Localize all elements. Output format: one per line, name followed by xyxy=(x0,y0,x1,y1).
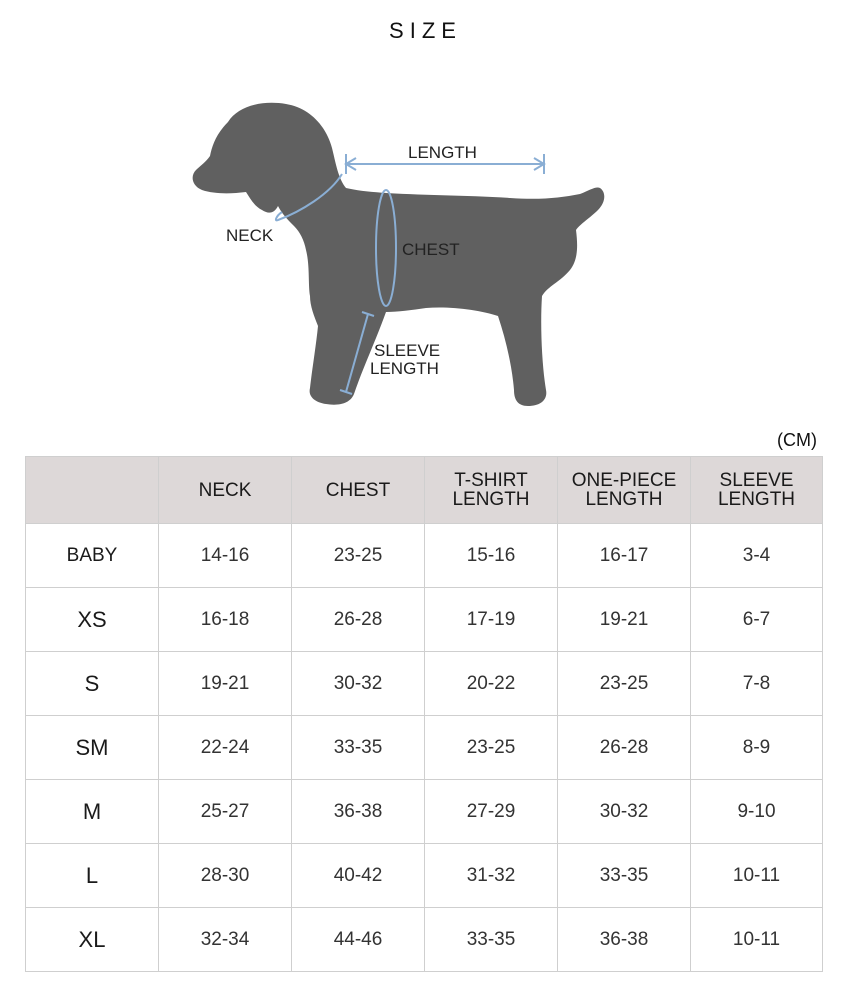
size-cell: M xyxy=(26,780,159,844)
neck-label: NECK xyxy=(226,226,274,245)
measurement-cell: 17-19 xyxy=(425,588,558,652)
header-cell: T-SHIRT LENGTH xyxy=(425,457,558,524)
measurement-cell: 16-18 xyxy=(159,588,292,652)
measurement-cell: 33-35 xyxy=(558,844,691,908)
table-header-row xyxy=(26,457,823,524)
measurement-cell: 8-9 xyxy=(691,716,823,780)
sleeve-label-line2: LENGTH xyxy=(370,359,439,378)
measurement-cell: 22-24 xyxy=(159,716,292,780)
size-cell: XL xyxy=(26,908,159,972)
size-table xyxy=(25,456,823,972)
table-body xyxy=(26,524,823,972)
size-cell: L xyxy=(26,844,159,908)
measurement-cell: 19-21 xyxy=(558,588,691,652)
page-title: SIZE xyxy=(389,18,462,43)
table-row xyxy=(26,780,823,844)
measurement-cell: 26-28 xyxy=(292,588,425,652)
measurement-cell: 20-22 xyxy=(425,652,558,716)
length-label: LENGTH xyxy=(408,143,477,162)
measurement-cell: 10-11 xyxy=(691,844,823,908)
measurement-cell: 23-25 xyxy=(292,524,425,588)
measurement-cell: 3-4 xyxy=(691,524,823,588)
measurement-cell: 27-29 xyxy=(425,780,558,844)
size-cell: XS xyxy=(26,588,159,652)
measurement-cell: 14-16 xyxy=(159,524,292,588)
header-cell: ONE-PIECE LENGTH xyxy=(558,457,691,524)
measurement-cell: 26-28 xyxy=(558,716,691,780)
table-row xyxy=(26,716,823,780)
measurement-cell: 40-42 xyxy=(292,844,425,908)
chest-label: CHEST xyxy=(402,240,460,259)
measurement-cell: 15-16 xyxy=(425,524,558,588)
measurement-cell: 30-32 xyxy=(292,652,425,716)
measurement-cell: 33-35 xyxy=(292,716,425,780)
measurement-cell: 10-11 xyxy=(691,908,823,972)
table-row xyxy=(26,908,823,972)
measurement-cell: 23-25 xyxy=(558,652,691,716)
measurement-cell: 31-32 xyxy=(425,844,558,908)
measurement-cell: 9-10 xyxy=(691,780,823,844)
header-cell: CHEST xyxy=(292,457,425,524)
measurement-cell: 25-27 xyxy=(159,780,292,844)
table-row xyxy=(26,844,823,908)
measurement-cell: 28-30 xyxy=(159,844,292,908)
size-cell: BABY xyxy=(26,524,159,588)
measurement-cell: 30-32 xyxy=(558,780,691,844)
unit-label: (CM) xyxy=(777,430,817,450)
measurement-cell: 44-46 xyxy=(292,908,425,972)
measurement-cell: 16-17 xyxy=(558,524,691,588)
measurement-cell: 32-34 xyxy=(159,908,292,972)
table-row xyxy=(26,588,823,652)
table-row xyxy=(26,524,823,588)
measurement-cell: 36-38 xyxy=(292,780,425,844)
size-cell: SM xyxy=(26,716,159,780)
header-cell-size xyxy=(26,457,159,524)
measurement-cell: 6-7 xyxy=(691,588,823,652)
measurement-cell: 23-25 xyxy=(425,716,558,780)
sleeve-label-line1: SLEEVE xyxy=(374,341,441,360)
measurement-cell: 19-21 xyxy=(159,652,292,716)
table-row xyxy=(26,652,823,716)
dog-measurement-diagram xyxy=(150,90,670,420)
measurement-cell: 36-38 xyxy=(558,908,691,972)
measurement-cell: 7-8 xyxy=(691,652,823,716)
dog-silhouette-svg xyxy=(150,90,670,420)
size-cell: S xyxy=(26,652,159,716)
header-cell: SLEEVE LENGTH xyxy=(691,457,823,524)
measurement-cell: 33-35 xyxy=(425,908,558,972)
header-cell: NECK xyxy=(159,457,292,524)
